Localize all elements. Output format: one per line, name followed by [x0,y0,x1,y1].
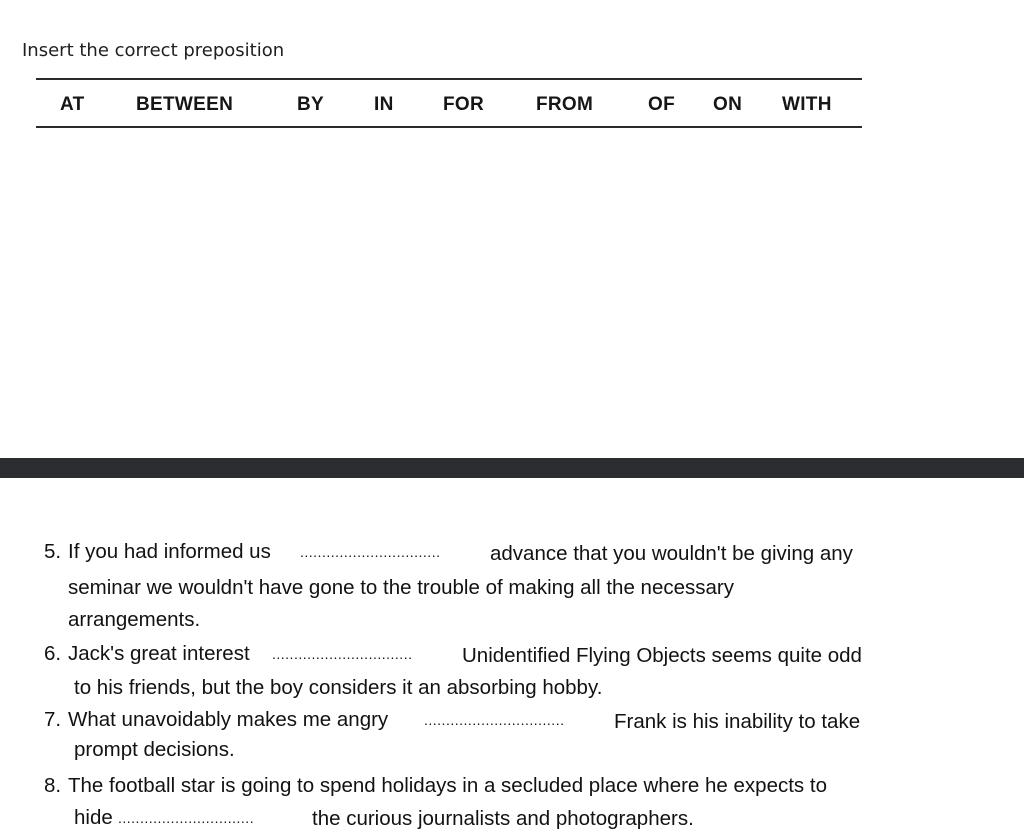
question-text: Unidentified Flying Objects seems quite odd [462,644,862,667]
answer-blank[interactable]: ............................... [118,810,255,826]
word-bank-item: FOR [443,94,485,115]
word-bank [36,78,862,128]
question-number: 7. [44,708,62,731]
question-text: arrangements. [68,608,201,631]
answer-blank[interactable]: ................................ [424,712,565,728]
word-bank-item: BY [297,94,324,115]
question-number: 8. [44,774,62,797]
blank-area [0,140,1024,458]
question-text: to his friends, but the boy considers it an absorbing hobby. [74,676,603,699]
word-bank-item: IN [374,94,394,115]
question-text: advance that you wouldn't be giving any [490,542,853,565]
question-text: hide [74,806,113,829]
question-number: 5. [44,540,62,563]
answer-blank[interactable]: ................................ [300,544,441,560]
word-bank-item: OF [648,94,675,115]
question-text: What unavoidably makes me angry [68,708,389,731]
question-text: The football star is going to spend holidays in a secluded place where he expects to [68,774,827,797]
word-bank-item: ON [713,94,743,115]
word-bank-item: BETWEEN [136,94,234,115]
question-text: If you had informed us [68,540,271,563]
word-bank-item: AT [60,94,85,115]
instruction-title: Insert the correct preposition [22,40,285,61]
word-bank-item: FROM [536,94,594,115]
divider-bar [0,458,1024,478]
question-text: seminar we wouldn't have gone to the trouble of making all the necessary [68,576,734,599]
word-bank-item: WITH [782,94,832,115]
question-text: Jack's great interest [68,642,250,665]
answer-blank[interactable]: ................................ [272,646,413,662]
question-text: prompt decisions. [74,738,235,761]
question-number: 6. [44,642,62,665]
question-text: Frank is his inability to take [614,710,861,733]
question-text: the curious journalists and photographers. [312,807,694,830]
